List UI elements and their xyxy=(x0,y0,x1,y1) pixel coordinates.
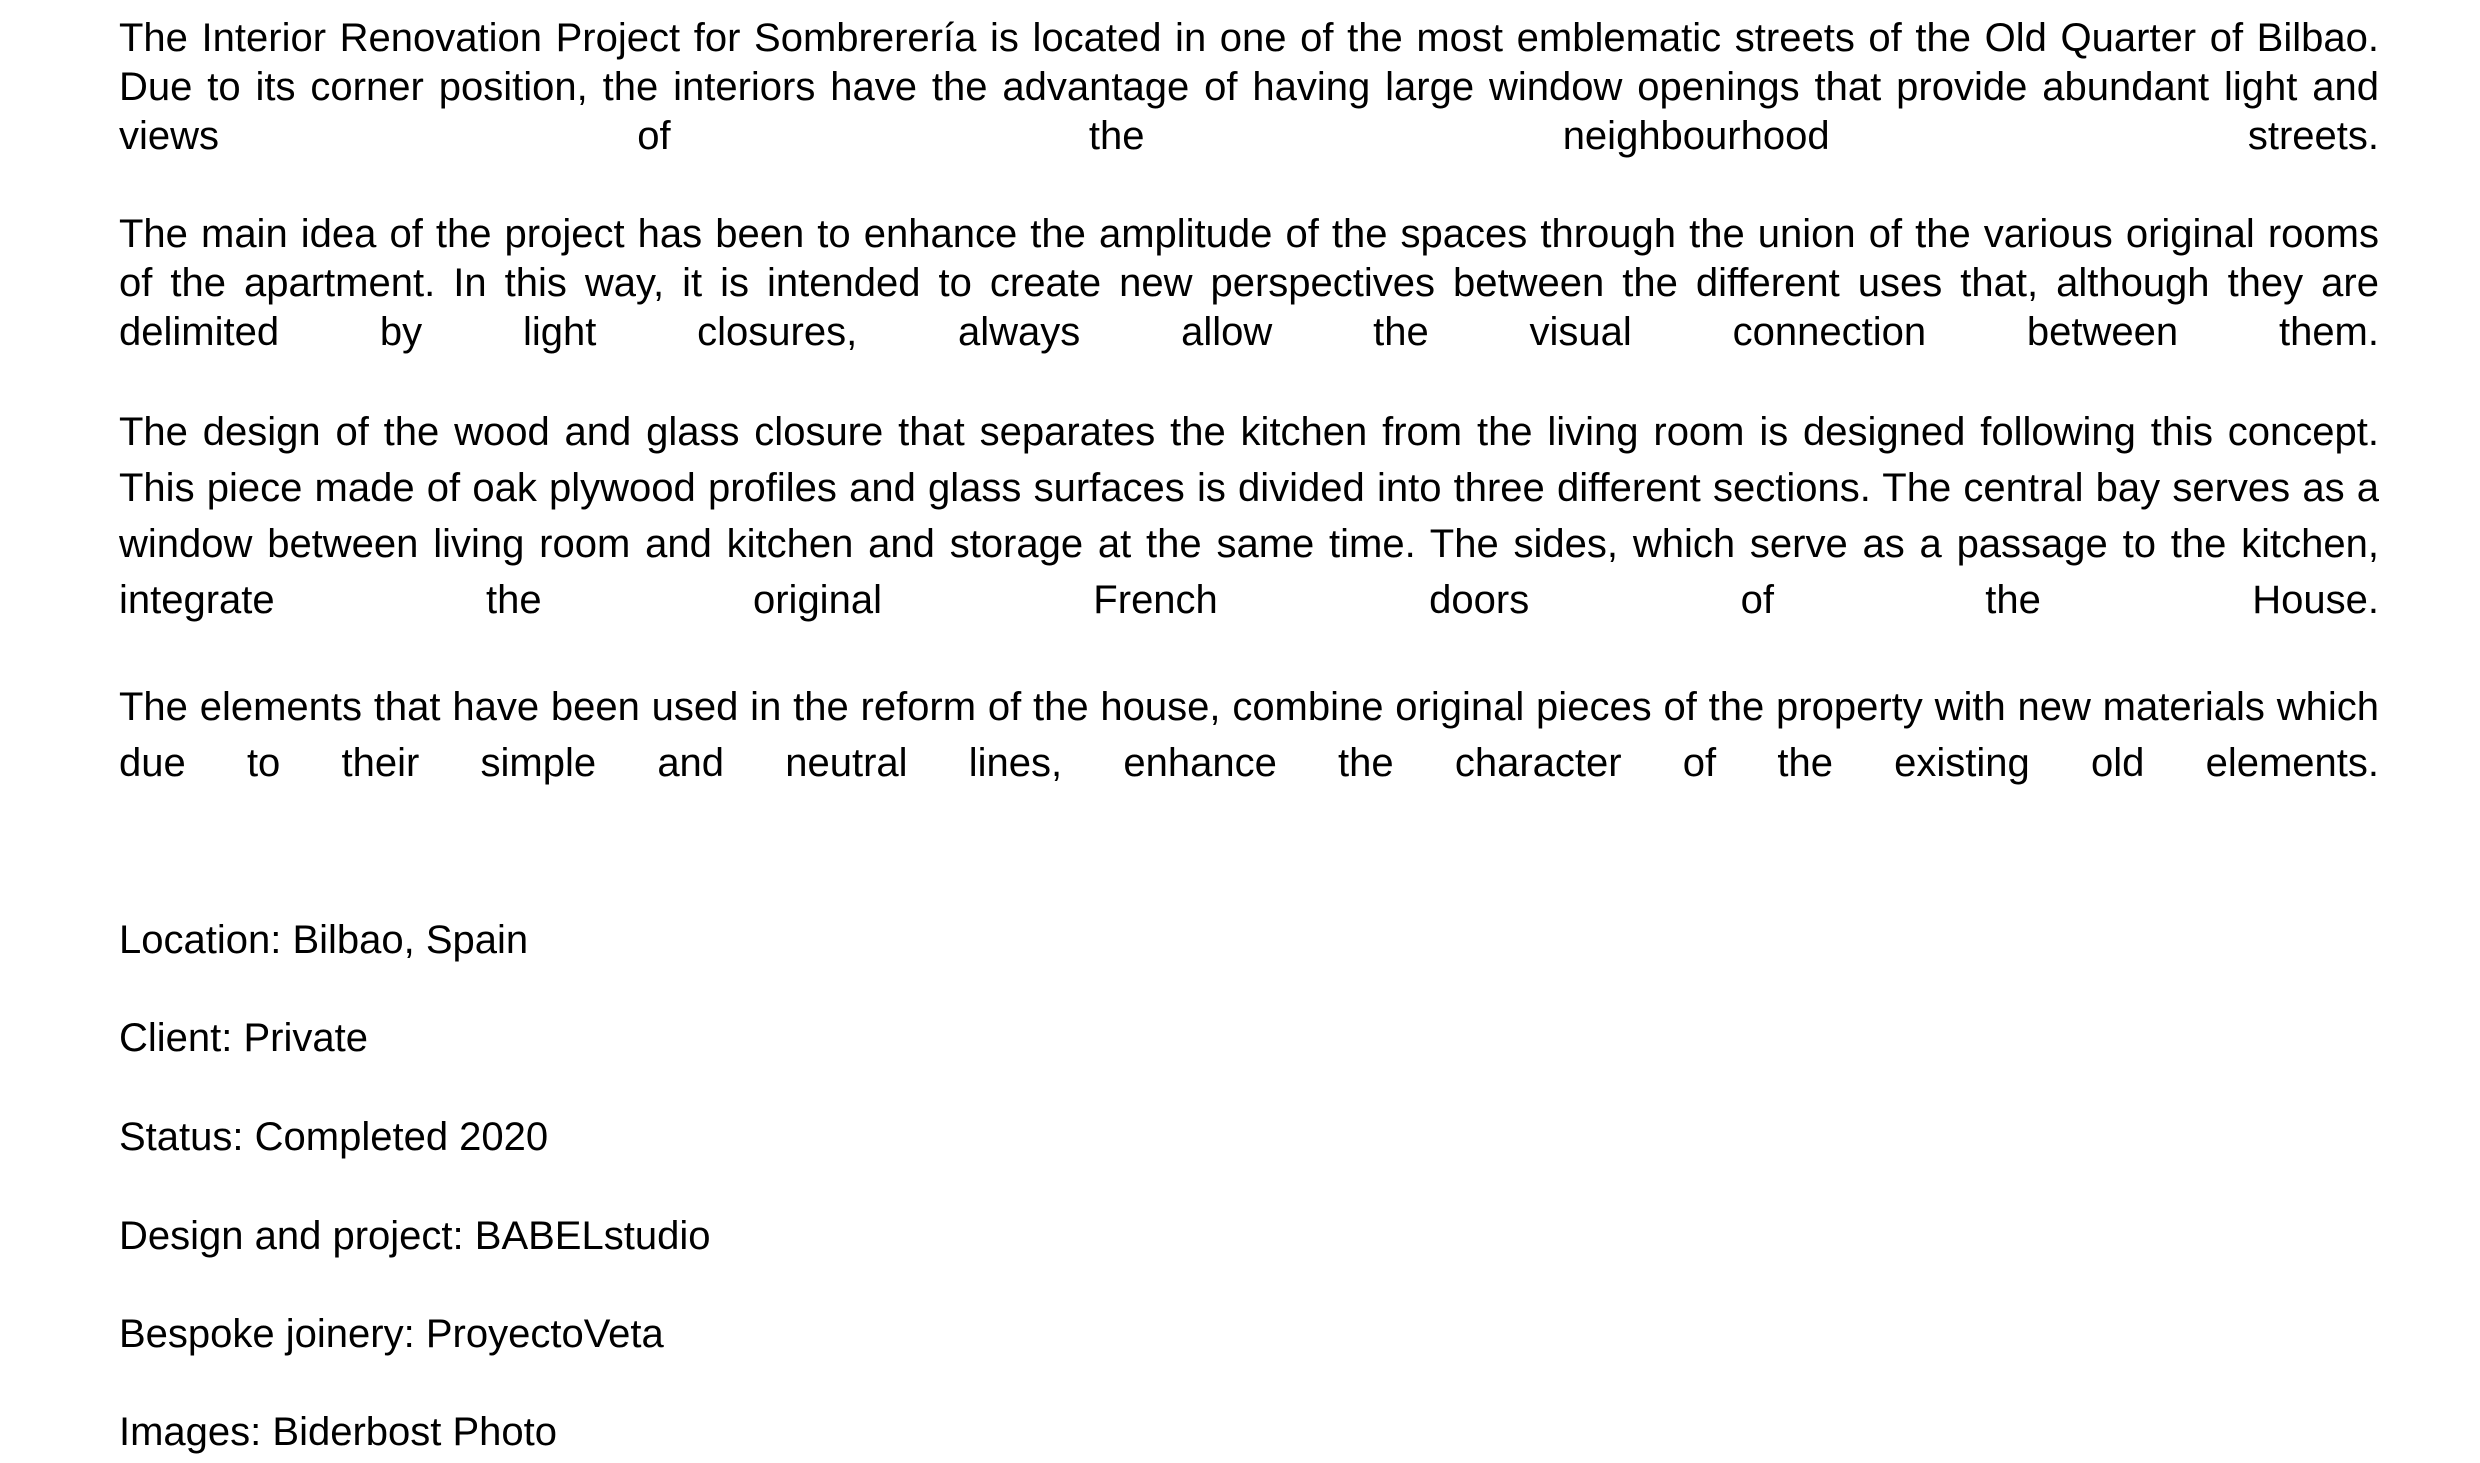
credit-location: Location: Bilbao, Spain xyxy=(119,918,529,962)
credit-client: Client: Private xyxy=(119,1016,368,1060)
paragraph-intro: The Interior Renovation Project for Sombrerería is located in one of the most emblematic streets of the Old Quarter of Bilbao. Due to its corner position, the interiors have the advantage of having large window openings that provide abundant light and views of the neighbourhood streets. xyxy=(119,16,2379,158)
credit-status: Status: Completed 2020 xyxy=(119,1115,549,1159)
paragraph-closure-design: The design of the wood and glass closure that separates the kitchen from the living room is designed following this concept. This piece made of oak plywood profiles and glass surfaces is divided into three different sections. The central bay serves as a window between living room and kitchen and storage at the same time. The sides, which serve as a passage to the kitchen, integrate the original French doors of the House. xyxy=(119,410,2379,622)
paragraph-elements: The elements that have been used in the reform of the house, combine original pieces of the property with new materials which due to their simple and neutral lines, enhance the character of the existing old elements. xyxy=(119,685,2379,785)
document-page xyxy=(119,0,2379,1463)
credit-design: Design and project: BABELstudio xyxy=(119,1214,711,1258)
credit-joinery: Bespoke joinery: ProyectoVeta xyxy=(119,1312,664,1356)
credit-images: Images: Biderbost Photo xyxy=(119,1410,558,1454)
paragraph-main-idea: The main idea of the project has been to enhance the amplitude of the spaces through the union of the various original rooms of the apartment. In this way, it is intended to create new perspectives between the different uses that, although they are delimited by light closures, always allow the visual connection between them. xyxy=(119,212,2379,354)
